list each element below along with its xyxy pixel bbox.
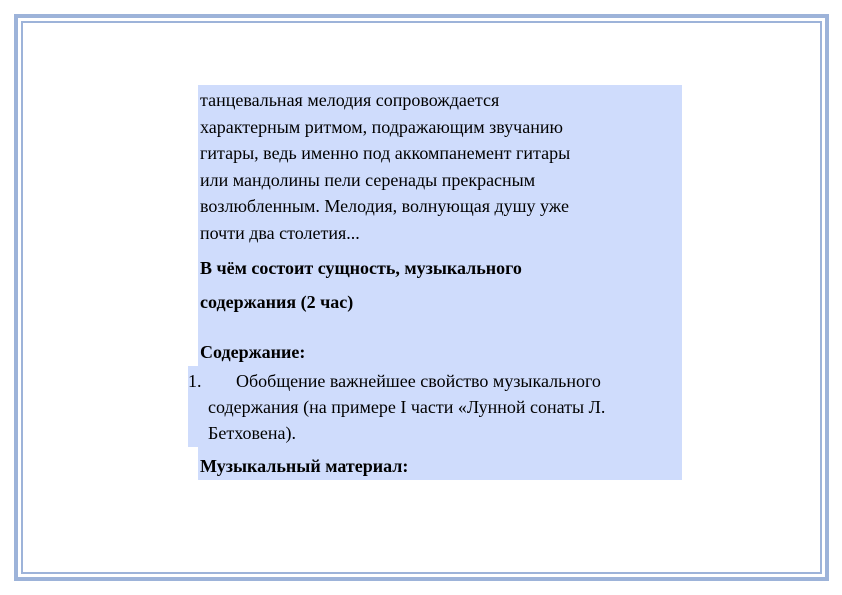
topic-section [198,248,682,368]
content-heading: Содержание: [200,342,306,362]
topic-title-line: В чём состоит сущность, музыкального [200,258,522,278]
list-item [188,368,682,446]
content-list [188,366,682,447]
topic-title-line: содержания (2 час) [200,292,354,312]
paragraph-line: возлюбленным. Мелодия, волнующая душу уже [200,196,569,216]
paragraph-line: характерным ритмом, подражающим звучанию [200,116,563,137]
spacer [200,319,680,335]
paragraph-line: гитары, ведь именно под аккомпанемент гитары [200,143,571,163]
paragraph-line: танцевальная мелодия сопровождается [200,90,500,110]
intro-paragraph [198,85,682,248]
paragraph-line: почти два столетия... [200,222,360,243]
material-heading: Музыкальный материал: [198,447,682,480]
list-item-text: Обобщение важнейшее свойство музыкального содержания (на примере I части «Лунной сонаты Л. Бетховена). [208,371,606,443]
paragraph-line: или мандолины пели серенады прекрасным [200,169,536,190]
list-item-number: 1. [188,371,202,391]
